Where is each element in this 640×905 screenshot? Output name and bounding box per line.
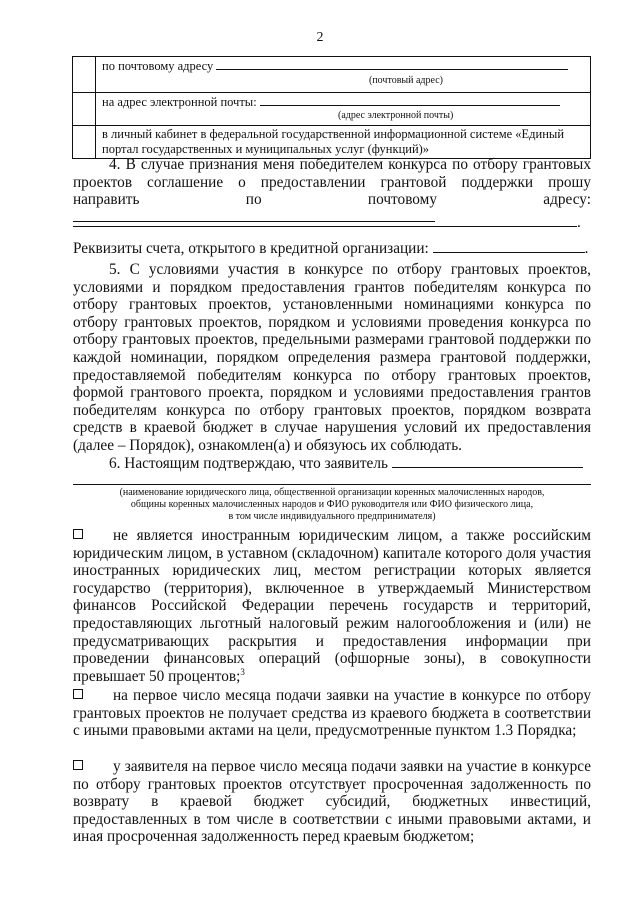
item-4-address-field-2[interactable] <box>73 214 577 227</box>
condition-checkbox[interactable] <box>73 689 83 699</box>
bank-details-end-mark: . <box>584 240 589 257</box>
condition-item <box>73 758 591 846</box>
condition-text: у заявителя на первое число месяца подачи заявки на участие в конкурсе по отбору грантовых проектов отсутствует просроченная задолженность по возврату в краевой бюджет субсидий, бюджетных инвестиций, предоставленных в том числе в соответствии с иными правовыми актами, и иная просроченная задолженность перед краевым бюджетом; <box>73 758 591 846</box>
email-label: на адрес электронной почты: <box>102 95 257 109</box>
page-number: 2 <box>316 30 324 45</box>
applicant-name-field[interactable] <box>392 455 583 468</box>
bank-details-field[interactable] <box>433 240 585 253</box>
caption-line: (наименование юридического лица, общественной организации коренных малочисленных народов, <box>119 487 545 498</box>
bank-details-line <box>73 240 591 258</box>
item-6-text: 6. Настоящим подтверждаю, что заявитель <box>109 455 388 472</box>
caption-line: общины коренных малочисленных народов и ФИО руководителя или ФИО физического лица, <box>130 499 534 511</box>
applicant-caption <box>73 487 591 524</box>
item-4-continuation <box>73 214 591 232</box>
footnote-mark: 3 <box>240 666 245 677</box>
table-cell <box>96 93 591 126</box>
postal-address-field[interactable] <box>216 69 568 70</box>
table-cell-empty <box>73 126 96 159</box>
item-6-line <box>73 455 591 473</box>
email-field[interactable] <box>260 105 560 106</box>
postal-address-hint: (почтовый адрес) <box>369 75 443 86</box>
table-row <box>73 126 591 159</box>
table-row <box>73 93 591 126</box>
applicant-name-line <box>73 484 591 485</box>
condition-text: на первое число месяца подачи заявки на участие в конкурсе по отбору грантовых проектов не получает средства из краевого бюджета в соответствии с иными правовыми актами на цели, предусмотренные пунктом 1.3 Порядка; <box>73 687 591 740</box>
postal-address-label: по почтовому адресу <box>102 59 214 73</box>
item-5-text: 5. С условиями участия в конкурсе по отбору грантовых проектов, условиями и порядком предоставления грантов победителям конкурса по отбору грантовых проектов, установленными номинациями конкурса по отбору грантовых проектов, порядком и условиями проведения конкурса по отбору грантовых проектов, предельными размерами грантовой поддержки по каждой номинации, порядком определения размера грантовой поддержки, предоставляемой победителям конкурса по отбору грантовых проектов, формой грантового проекта, порядком и условиями предоставления грантов победителям конкурса по отбору грантовых проектов, порядком возврата средств в краевой бюджет в случае нарушения условий их предоставления (далее – Порядок), ознакомлен(а) и обязуюсь их соблюдать. <box>73 261 591 454</box>
item-5-paragraph <box>73 261 591 455</box>
condition-text: не является иностранным юридическим лицом, а также российским юридическим лицом, в уставном (складочном) капитале которого доля участия иностранных юридических лиц, местом регистрации которых является государство (территория), включенное в утверждаемый Министерством финансов Российской Федерации перечень государств и территорий, предоставляющих льготный налоговый режим налогообложения и (или) не предусматривающих раскрытия и предоставления информации при проведении финансовых операций (офшорные зоны), в совокупности превышает 50 процентов; <box>73 527 591 685</box>
item-4-text: 4. В случае признания меня победителем конкурса по отбору грантовых проектов соглашение о предоставлении грантовой поддержки прошу направить по почтовому адресу: <box>73 156 591 209</box>
table-cell <box>96 126 591 159</box>
table-cell-empty <box>73 93 96 126</box>
condition-checkbox[interactable] <box>73 760 83 770</box>
email-hint: (адрес электронной почты) <box>338 110 454 121</box>
delivery-method-table <box>72 56 591 159</box>
table-row <box>73 57 591 93</box>
item-4-end-mark: . <box>577 214 581 231</box>
caption-line: в том числе индивидуального предпринимателя) <box>228 511 436 523</box>
personal-cabinet-label: в личный кабинет в федеральной государственной информационной системе «Единый портал государственных и муниципальных услуг (функций)» <box>102 127 565 156</box>
condition-checkbox[interactable] <box>73 529 83 539</box>
table-cell-empty <box>73 57 96 93</box>
bank-details-label: Реквизиты счета, открытого в кредитной организации: <box>73 240 429 257</box>
table-cell <box>96 57 591 93</box>
condition-item <box>73 687 591 740</box>
condition-item <box>73 527 591 685</box>
